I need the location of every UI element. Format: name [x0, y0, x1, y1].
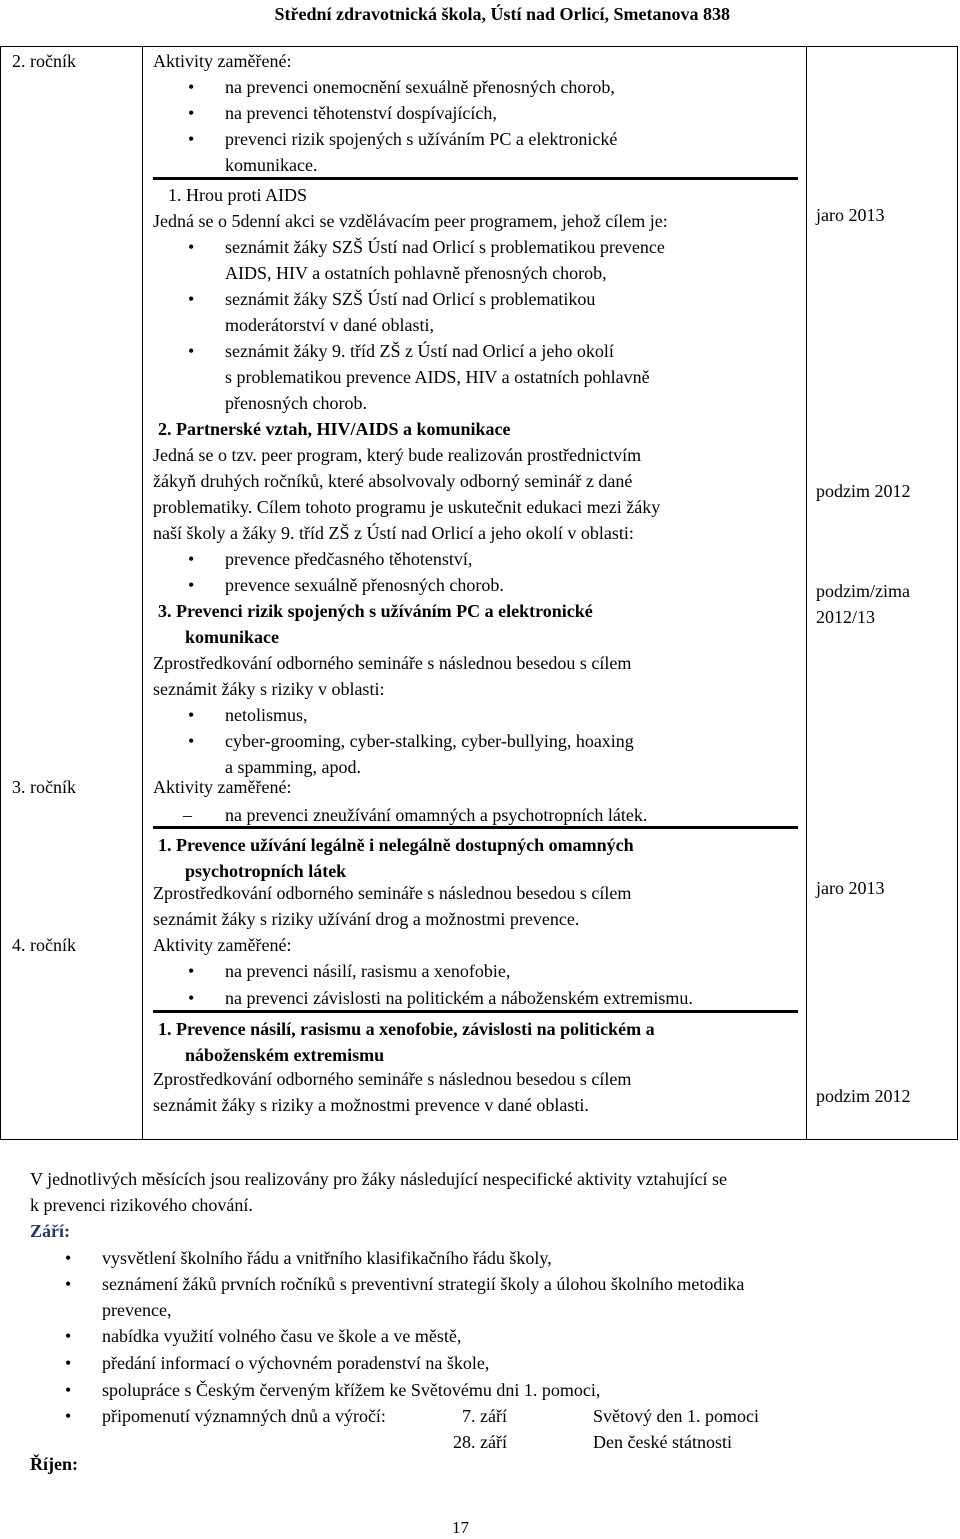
date: 28. září: [453, 1432, 507, 1452]
paragraph-line: naší školy a žáky 9. tříd ZŠ z Ústí nad Orlicí a jeho okolí v oblasti:: [153, 523, 634, 543]
list-item: • seznámení žáků prvních ročníků s preventivní strategií školy a úlohou školního metodika: [102, 1271, 744, 1297]
list-item-continuation: AIDS, HIV a ostatních pohlavně přenosných chorob,: [225, 263, 607, 283]
paragraph-line: žákyň druhých ročníků, které absolvovaly odborný seminář z dané: [153, 471, 633, 491]
list-item: • vysvětlení školního řádu a vnitřního klasifikačního řádu školy,: [102, 1245, 552, 1271]
list-item-continuation: prevence,: [102, 1300, 172, 1320]
list-item-continuation: a spamming, apod.: [225, 757, 361, 777]
paragraph-line: Zprostředkování odborného semináře s následnou besedou s cílem: [153, 883, 632, 903]
month-heading-september: Září:: [30, 1221, 70, 1241]
paragraph-line: seznámit žáky s riziky užívání drog a možnostmi prevence.: [153, 909, 580, 929]
list-item: • prevenci rizik spojených s užíváním PC a elektronické: [225, 126, 617, 152]
term: podzim 2012: [816, 1086, 911, 1106]
list-item: • předání informací o výchovném poradenství na škole,: [102, 1350, 489, 1376]
list-item: • cyber-grooming, cyber-stalking, cyber-bullying, hoaxing: [225, 728, 634, 754]
row-focus-3: Aktivity zaměřené:: [153, 777, 292, 797]
list-item: • seznámit žáky SZŠ Ústí nad Orlicí s problematikou: [225, 286, 595, 312]
list-item: • netolismus,: [225, 702, 308, 728]
term: podzim 2012: [816, 481, 911, 501]
list-item: • připomenutí významných dnů a výročí:: [102, 1403, 386, 1429]
activity-title: 3. Prevenci rizik spojených s užíváním PC a elektronické: [158, 601, 593, 621]
section-rule: [153, 826, 798, 829]
list-item: • seznámit žáky 9. tříd ZŠ z Ústí nad Orlicí a jeho okolí: [225, 338, 614, 364]
activity-title: komunikace: [185, 627, 280, 647]
intro-line: k prevenci rizikového chování.: [30, 1195, 253, 1215]
section-rule: [153, 177, 798, 180]
activity-title: 1. Prevence užívání legálně i nelegálně dostupných omamných: [158, 835, 634, 855]
list-item: • seznámit žáky SZŠ Ústí nad Orlicí s problematikou prevence: [225, 234, 665, 260]
date-event: Den české státnosti: [593, 1432, 732, 1452]
row-label-2: 2. ročník: [12, 51, 76, 71]
list-item: • na prevenci těhotenství dospívajících,: [225, 100, 497, 126]
term: podzim/zima: [816, 581, 910, 601]
paragraph-line: Jedná se o tzv. peer program, který bude realizován prostřednictvím: [153, 445, 642, 465]
paragraph-line: seznámit žáky s riziky v oblasti:: [153, 679, 385, 699]
section-rule: [153, 1010, 798, 1013]
activity-title: náboženském extremismu: [185, 1045, 385, 1065]
list-item: • prevence sexuálně přenosných chorob.: [225, 572, 504, 598]
list-item: – na prevenci zneužívání omamných a psychotropních látek.: [225, 802, 647, 828]
activity-title: 1. Hrou proti AIDS: [168, 185, 307, 205]
term: jaro 2013: [816, 878, 885, 898]
term: 2012/13: [816, 607, 876, 627]
list-item: • nabídka využití volného času ve škole a ve městě,: [102, 1323, 461, 1349]
paragraph-line: Zprostředkování odborného semináře s následnou besedou s cílem: [153, 653, 632, 673]
list-item-continuation: přenosných chorob.: [225, 393, 367, 413]
month-heading-october: Říjen:: [30, 1454, 78, 1474]
row-focus-2: Aktivity zaměřené:: [153, 51, 292, 71]
list-item-continuation: komunikace.: [225, 155, 318, 175]
term: jaro 2013: [816, 205, 885, 225]
date-event: Světový den 1. pomoci: [593, 1406, 759, 1426]
row-label-3: 3. ročník: [12, 777, 76, 797]
list-item-continuation: moderátorství v dané oblasti,: [225, 315, 434, 335]
row-focus-4: Aktivity zaměřené:: [153, 935, 292, 955]
activity-title: 1. Prevence násilí, rasismu a xenofobie, závislosti na politickém a: [158, 1019, 655, 1039]
column-divider: [806, 47, 807, 1139]
list-item: • na prevenci onemocnění sexuálně přenosných chorob,: [225, 74, 615, 100]
list-item: • prevence předčasného těhotenství,: [225, 546, 472, 572]
activity-title: psychotropních látek: [185, 861, 347, 881]
list-item: • spolupráce s Českým červeným křížem ke Světovému dni 1. pomoci,: [102, 1377, 600, 1403]
list-item-continuation: s problematikou prevence AIDS, HIV a ostatních pohlavně: [225, 367, 650, 387]
intro-line: V jednotlivých měsících jsou realizovány pro žáky následující nespecifické aktivity vztahující se: [30, 1169, 727, 1189]
row-label-4: 4. ročník: [12, 935, 76, 955]
paragraph-line: Zprostředkování odborného semináře s následnou besedou s cílem: [153, 1069, 632, 1089]
page-header: Střední zdravotnická škola, Ústí nad Orlicí, Smetanova 838: [274, 4, 730, 24]
activity-title: 2. Partnerské vztah, HIV/AIDS a komunikace: [158, 419, 511, 439]
paragraph-line: seznámit žáky s riziky a možnostmi prevence v dané oblasti.: [153, 1095, 589, 1115]
activity-intro: Jedná se o 5denní akci se vzdělávacím peer programem, jehož cílem je:: [153, 211, 668, 231]
date: 7. září: [462, 1406, 507, 1426]
list-item: • na prevenci závislosti na politickém a náboženském extremismu.: [225, 985, 693, 1011]
column-divider: [142, 47, 143, 1139]
page-number: 17: [452, 1518, 469, 1537]
list-item: • na prevenci násilí, rasismu a xenofobie,: [225, 958, 510, 984]
paragraph-line: problematiky. Cílem tohoto programu je uskutečnit edukaci mezi žáky: [153, 497, 661, 517]
